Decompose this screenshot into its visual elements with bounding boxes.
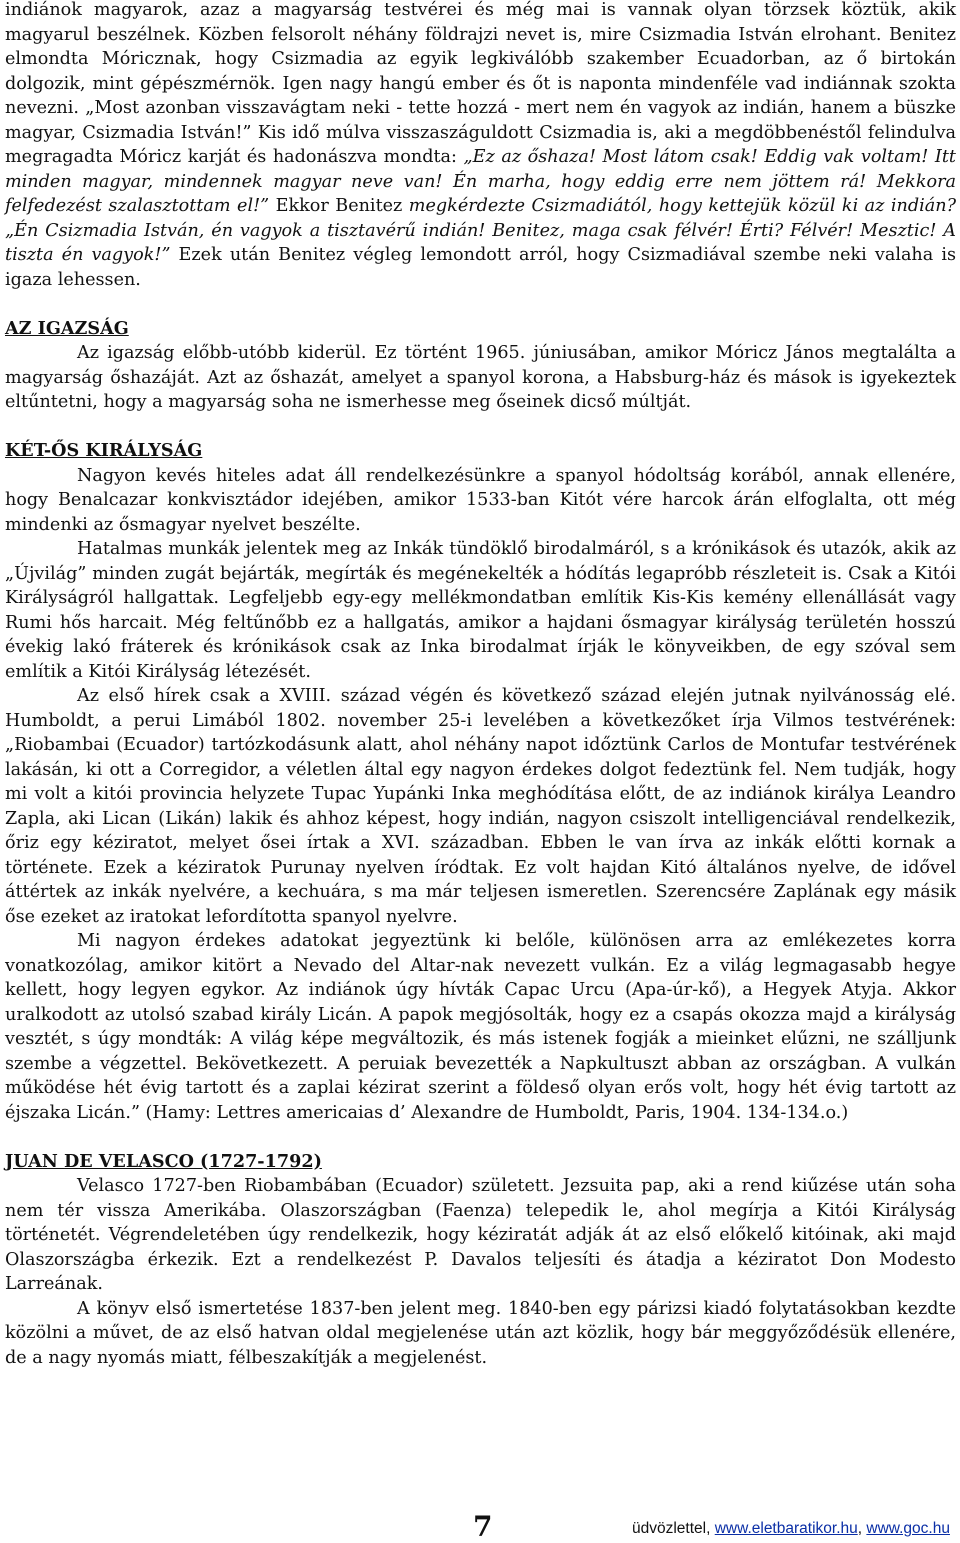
heading-az-igazsag: AZ IGAZSÁG <box>5 317 129 339</box>
intro-text-e: Ekkor Benitez <box>269 196 409 216</box>
page-number: 7 <box>473 1510 493 1543</box>
heading-juan-de-velasco: JUAN DE VELASCO (1727-1792) <box>5 1150 322 1172</box>
intro-quote-csizmadia: „Ez az őshaza! Most látom csak! Eddig vak voltam! Itt minden magyar, mindennek magyar neve van! Én marha, hogy eddig erre nem jöttem rá! Mekkora felfedezést szalasztottam el!” <box>5 147 956 216</box>
ketos-paragraph-3: Az első hírek csak a XVIII. század végén és következő század elején jutnak nyilvánosság elé. Humboldt, a perui Limából 1802. november 25-i levelében a következőket írja Vilmos testvérének: „Riobambai (Ecuador) tartózkodásunk alatt, ahol néhány napot időztünk Carlos de Montufar testvérének lakásán, ki ott a Corregidor, a véletlen által egy nagyon érdekes dolgot fedeztünk fel. Nem tudják, hogy mi volt a kitói provincia helyzete Tupac Yupánki Inka meghódítása előtt, de az indiánok királya Leandro Zapla, aki Lican (Likán) lakik és ahhoz képest, hogy indián, nagyon csiszolt intelligenciával rendelkezik, őriz egy kéziratot, melyet ősei írtak a XVI. században. Ebben le van írva az inkák előtti kornak a története. Ezek a kéziratok Purunay nyelven íródtak. Ez volt hajdan Kitó általános nyelve, de idővel áttértek az inkák nyelvére, a kechuára, s ma már teljesen ismeretlen. Szerencsére Zaplának egy másik őse ezeket az iratokat lefordította spanyol nyelvre. <box>5 686 956 927</box>
credit-separator: , <box>857 1520 867 1537</box>
intro-text-a: indiánok magyarok, azaz a magyarság testvérei és még mai is vannak olyan törzsek köztük, akik magyarul beszélnek. Közben felsorolt néhány földrajzi nevet is, mire Csizmadia István elrohant. Benitez elmondta Móricznak, hogy Csizmadia az egyik legkiválóbb szakember Ecuadorban, az ő birtokán dolgozik, mint gépészmérnök. Igen nagy hangú ember és őt is naponta mindenféle vad indiánnak szokta nevezni. <box>5 0 956 118</box>
link-eletbaratikor[interactable]: www.eletbaratikor.hu <box>714 1520 858 1537</box>
velasco-paragraph-1: Velasco 1727-ben Riobambában (Ecuador) született. Jezsuita pap, aki a rend kiűzése után soha nem tér vissza Amerikába. Olaszországban (Faenza) telepedik le, ahol megírja a Kitói Királyság történetét. Végrendeletében úgy rendelkezik, hogy kéziratát adják át az első előkelő kitóinak, aki majd Olaszországba érkezik. Ezt a rendelkezést P. Davalos teljesíti és átadja a kéziratot Don Modesto Larreának. <box>5 1176 956 1294</box>
intro-quote-benitez: „Most azonban visszavágtam neki - tette hozzá - mert nem én vagyok az indián, hanem a büszke magyar, Csizmadia István!” <box>5 98 957 143</box>
footer-credit <box>632 1520 950 1538</box>
ketos-paragraph-1: Nagyon kevés hiteles adat áll rendelkezésünkre a spanyol hódoltság korából, annak ellenére, hogy Benalcazar konkvisztádor idejében, amikor 1533-ban Kitót vére harcok árán elfoglalta, ott még mindenki az ősmagyar nyelvet beszélte. <box>5 465 956 535</box>
page-footer <box>0 1510 960 1543</box>
ketos-paragraph-4: Mi nagyon érdekes adatokat jegyeztünk ki belőle, különösen arra az emlékezetes korra vonatkozólag, amikor kitört a Nevado del Altar-nak nevezett vulkán. Ez a világ legmagasabb hegye kellett, hogy legyen egykor. Az indiánok úgy hívták Capac Urcu (Apa-úr-kő), a Hegyek Atyja. Akkor uralkodott az utolsó szabad király Licán. A papok megjósolták, hogy ez a csapás okozza majd a királyság vesztét, s úgy mondták: A világ képe megváltozik, és más istenek fogják a mieinket elűzni, ne szálljunk szembe a végzettel. Bekövetkezett. A peruiak bevezették a Napkultuszt abban az országban. A vulkán működése hét évig tartott és a zaplai kézirat szerint a földeső olyan erős volt, hogy hét évig tartott az éjszaka Licán.” (Hamy: Lettres americaias d’ Alexandre de Humboldt, Paris, 1904. 134-134.o.) <box>5 931 956 1123</box>
intro-paragraph <box>5 0 956 292</box>
intro-text-c: Kis idő múlva visszaszáguldott Csizmadia is, aki a megdöbbenéstől felindulva megragadta Móricz karját és hadonászva mondta: <box>5 122 956 167</box>
heading-ket-os-kiralysag: KÉT-ŐS KIRÁLYSÁG <box>5 440 203 461</box>
velasco-paragraph-2: A könyv első ismertetése 1837-ben jelent meg. 1840-ben egy párizsi kiadó folytatásokban kezdte közölni a művet, de az első hatvan oldal megjelenése után azt közlik, hogy bár meggyőződésük ellenére, de a nagy nyomás miatt, félbeszakítják a megjelenést. <box>5 1298 956 1368</box>
link-goc[interactable]: www.goc.hu <box>866 1520 950 1537</box>
igazsag-paragraph: Az igazság előbb-utóbb kiderül. Ez történt 1965. júniusában, amikor Móricz János megtalálta a magyarság őshazáját. Azt az őshazát, amelyet a spanyol korona, a Habsburg-ház és mások is igyekeztek eltűntetni, hogy a magyarság soha ne ismerhesse meg őseinek dicső múltját. <box>5 343 956 412</box>
document-page <box>5 0 956 1370</box>
intro-quote-question: megkérdezte Csizmadiától, hogy kettejük közül ki az indián? „Én Csizmadia István, én vagyok a tisztavérű indián! Benitez, maga csak félvér! Érti? Félvér! Mesztic! A tiszta én vagyok!” <box>5 196 956 265</box>
credit-prefix: üdvözlettel, <box>632 1520 715 1537</box>
intro-text-g: Ezek után Benitez végleg lemondott arról, hogy Csizmadiával szembe neki valaha is igaza lehessen. <box>5 245 957 290</box>
ketos-paragraph-2: Hatalmas munkák jelentek meg az Inkák tündöklő birodalmáról, s a krónikások és utazók, akik az „Újvilág” minden zugát bejárták, megírták és megénekelték a hódítás legapróbb részleteit is. Csak a Kitói Királyságról hallgattak. Legfeljebb egy-egy mellékmondatban említik Kis-Kis kemény ellenállását vagy Rumi hős harcait. Még feltűnőbb ez a hallgatás, amikor a hajdani ősmagyar királyság területén hosszú évekig lakó fráterek és krónikások csak az Inka birodalmat írják le könyveikben, de egy szóval sem említik a Kitói Királyság létezését. <box>5 539 956 682</box>
